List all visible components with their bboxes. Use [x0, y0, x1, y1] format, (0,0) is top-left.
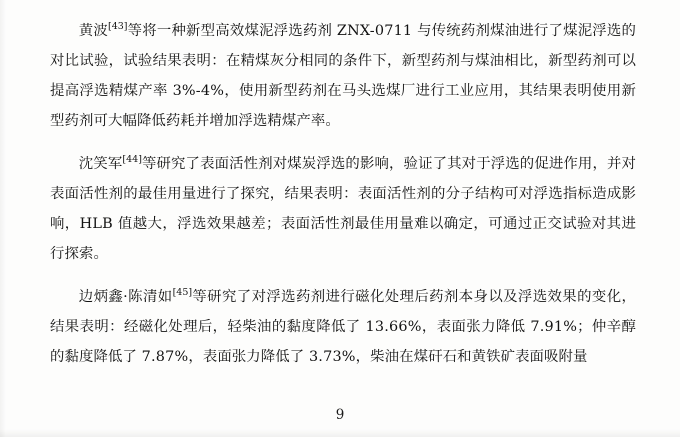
paragraph-1: 黄波[43]等将一种新型高效煤泥浮选药剂 ZNX-0711 与传统药剂煤油进行了煤泥浮选的对比试验，试验结果表明：在精煤灰分相同的条件下，新型药剂与煤油相比，新型药剂可以提高浮选精煤产率 3%-4%，使用新型药剂在马头选煤厂进行工业应用，其结果表明使用新型药剂可大幅降低药耗并增加浮选精煤产率。	[50, 21, 637, 129]
scan-edge-left	[0, 0, 6, 437]
latin-run: 7.87%	[141, 349, 189, 365]
latin-run: 7.91%	[530, 319, 578, 335]
paragraph-2: 沈笑军[44]等研究了表面活性剂对煤炭浮选的影响，验证了其对于浮选的促进作用，并对表面活性剂的最佳用量进行了探究，结果表明：表面活性剂的分子结构可对浮选指标造成影响，HLB 值越大，浮选效果越差；表面活性剂最佳用量难以确定，可通过正交试验对其进行探索。	[50, 154, 636, 262]
paragraph-3: 边炳鑫·陈清如[45]等研究了对浮选药剂进行磁化处理后药剂本身以及浮选效果的变化，结果表明：经磁化处理后，轻柴油的黏度降低了 13.66%，表面张力降低 7.91%；仲辛醇的黏度降低了 7.87%，表面张力降低了 3.73%，柴油在煤矸石和黄铁矿表面吸附量	[50, 287, 636, 365]
latin-run: ZNX-0711	[336, 23, 413, 39]
latin-run: 3.73%	[308, 349, 356, 365]
reference-marker: [44]	[122, 154, 142, 166]
reference-marker: [45]	[172, 287, 193, 299]
page-number: 9	[335, 407, 345, 423]
page-body	[50, 16, 636, 372]
latin-run: 3%-4%	[172, 83, 225, 99]
reference-marker: [43]	[108, 21, 128, 33]
scan-edge-bottom	[0, 429, 680, 437]
latin-run: 13.66%	[365, 319, 422, 335]
latin-run: HLB	[79, 216, 113, 232]
